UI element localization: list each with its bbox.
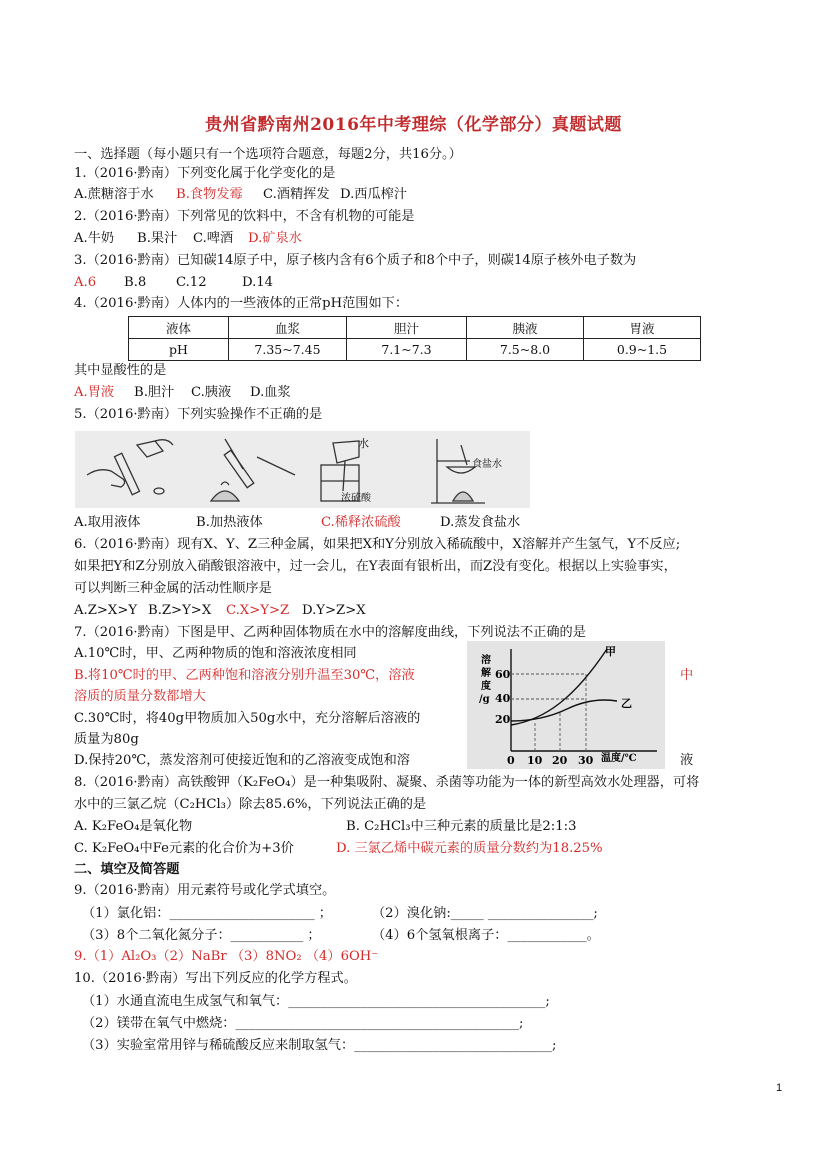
q4-option-b: B.胆汁 <box>134 385 175 400</box>
x-axis-label: 温度/℃ <box>601 753 637 764</box>
label-salt-water: 食盐水 <box>472 459 502 470</box>
q10-part-2: （2）镁带在氧气中燃烧：___________________________________________; <box>82 1016 524 1031</box>
q4-option-d: D.血浆 <box>250 385 291 400</box>
ph-table <box>128 316 701 361</box>
q6-option-d: D.Y>Z>X <box>302 603 366 618</box>
q5-option-b: B.加热液体 <box>196 515 263 530</box>
label-concentrated-acid: 浓硫酸 <box>341 493 371 504</box>
x-tick-label: 20 <box>552 754 568 767</box>
q7-option-d: D.保持20℃，蒸发溶剂可使接近饱和的乙溶液变成饱和溶 <box>74 753 410 768</box>
table-header-cell: 液体 <box>129 317 229 339</box>
q8-option-c: C. K₂FeO₄中Fe元素的化合价为+3价 <box>74 841 294 856</box>
q4-after: 其中显酸性的是 <box>74 363 167 378</box>
q2-option-a: A.牛奶 <box>74 231 115 246</box>
lab-operations-figure <box>75 431 530 508</box>
q9-answer: 9.（1）Al₂O₃（2）NaBr （3）8NO₂ （4）6OH⁻ <box>74 949 379 964</box>
y-axis-label: /g <box>479 694 490 705</box>
table-cell: pH <box>129 339 229 361</box>
q7-option-b-tail: 中 <box>680 668 694 683</box>
series-label-jia: 甲 <box>605 645 616 658</box>
q7-stem: 7.（2016·黔南）下图是甲、乙两种固体物质在水中的溶解度曲线，下列说法不正确的是 <box>74 625 586 640</box>
y-tick-label: 40 <box>495 692 511 705</box>
q10-part-1: （1）水通直流电生成氢气和氧气：_______________________________________; <box>82 994 550 1009</box>
q8-option-d: D. 三氯乙烯中碳元素的质量分数约为18.25% <box>336 841 603 856</box>
q7-option-c-line-1: C.30℃时，将40g甲物质加入50g水中，充分溶解后溶液的 <box>74 711 421 726</box>
x-tick-label: 30 <box>578 754 594 767</box>
page-number: 1 <box>776 1082 783 1094</box>
figure-background <box>467 641 665 769</box>
table-cell: 7.5~8.0 <box>467 339 584 361</box>
q8-option-a: A. K₂FeO₄是氧化物 <box>74 819 193 834</box>
q3-option-c: C.12 <box>176 275 207 290</box>
q3-option-d: D.14 <box>242 275 274 290</box>
page-title: 贵州省黔南州2016年中考理综（化学部分）真题试题 <box>205 115 622 135</box>
table-row <box>129 339 701 361</box>
q7-option-a: A.10℃时，甲、乙两种物质的饱和溶液浓度相同 <box>74 646 357 661</box>
q5-option-c: C.稀释浓硫酸 <box>321 515 401 530</box>
table-header-cell: 胰液 <box>467 317 584 339</box>
table-header-cell: 胆汁 <box>347 317 467 339</box>
q5-option-a: A.取用液体 <box>74 515 141 530</box>
x-tick-label: 10 <box>527 754 543 767</box>
q9-part-2: （2）溴化钠:_____ ________________; <box>372 906 598 921</box>
q7-option-c-line-2: 质量为80g <box>74 732 139 747</box>
q2-option-b: B.果汁 <box>137 231 178 246</box>
table-header-cell: 血浆 <box>229 317 347 339</box>
series-label-yi: 乙 <box>621 697 632 710</box>
q7-option-b-line-2: 溶质的质量分数都增大 <box>74 689 206 704</box>
table-cell: 7.35~7.45 <box>229 339 347 361</box>
q6-option-c: C.X>Y>Z <box>226 603 290 618</box>
table-header-cell: 胃液 <box>584 317 701 339</box>
y-axis-label: 解 <box>481 668 491 679</box>
x-tick-label: 0 <box>507 754 515 767</box>
q6-option-a: A.Z>X>Y <box>74 603 138 618</box>
q9-stem: 9.（2016·黔南）用元素符号或化学式填空。 <box>74 883 336 898</box>
q2-option-c: C.啤酒 <box>193 231 234 246</box>
q7-option-b-line-1: B.将10℃时的甲、乙两种饱和溶液分别升温至30℃，溶液 <box>74 668 415 683</box>
q8-option-b: B. C₂HCl₃中三种元素的质量比是2:1:3 <box>346 819 577 834</box>
section-fill-in: 二、填空及简答题 <box>74 862 180 877</box>
y-axis-label: 溶 <box>481 655 491 666</box>
y-axis-label: 度 <box>481 681 491 692</box>
table-cell: 0.9~1.5 <box>584 339 701 361</box>
q8-line-1: 8.（2016·黔南）高铁酸钾（K₂FeO₄）是一种集吸附、凝聚、杀菌等功能为一体的新型高效水处理器，可将 <box>74 775 700 790</box>
q3-option-b: B.8 <box>124 275 147 290</box>
q6-line-2: 如果把Y和Z分别放入硝酸银溶液中，过一会儿，在Y表面有银析出，而Z没有变化。根据以上实验事实， <box>74 559 677 574</box>
q10-part-3: （3）实验室常用锌与稀硫酸反应来制取氢气：______________________________; <box>82 1038 557 1053</box>
q1-option-d: D.西瓜榨汁 <box>340 187 408 202</box>
q4-option-a: A.胃液 <box>74 385 115 400</box>
q4-stem: 4.（2016·黔南）人体内的一些液体的正常pH范围如下： <box>74 296 409 311</box>
q1-option-a: A.蔗糖溶于水 <box>74 187 154 202</box>
q9-part-4: （4）6个氢氧根离子：____________。 <box>372 928 600 943</box>
q6-option-b: B.Z>Y>X <box>148 603 212 618</box>
q1-option-c: C.酒精挥发 <box>263 187 330 202</box>
q9-part-1: （1）氯化铝：______________________ ； <box>82 906 332 921</box>
y-tick-label: 20 <box>495 713 511 726</box>
q3-option-a: A.6 <box>74 275 97 290</box>
y-tick-label: 60 <box>495 668 511 681</box>
q6-line-1: 6.（2016·黔南）现有X、Y、Z三种金属，如果把X和Y分别放入稀硫酸中，X溶解并产生氢气，Y不反应; <box>74 537 681 552</box>
label-water: 水 <box>358 437 369 450</box>
q5-stem: 5.（2016·黔南）下列实验操作不正确的是 <box>74 407 323 422</box>
solubility-curve-figure <box>467 641 665 769</box>
q1-option-b: B.食物发霉 <box>176 187 243 202</box>
q9-part-3: （3）8个二氧化氮分子：___________ ； <box>82 928 321 943</box>
q3-stem: 3.（2016·黔南）已知碳14原子中，原子核内含有6个质子和8个中子，则碳14原子核外电子数为 <box>74 253 637 268</box>
q2-stem: 2.（2016·黔南）下列常见的饮料中，不含有机物的可能是 <box>74 209 415 224</box>
q5-option-d: D.蒸发食盐水 <box>440 515 521 530</box>
q7-option-d-tail: 液 <box>680 753 694 768</box>
table-cell: 7.1~7.3 <box>347 339 467 361</box>
q4-option-c: C.胰液 <box>191 385 232 400</box>
q10-stem: 10.（2016·黔南）写出下列反应的化学方程式。 <box>74 971 357 986</box>
table-row <box>129 317 701 339</box>
q8-line-2: 水中的三氯乙烷（C₂HCl₃）除去85.6%，下列说法正确的是 <box>74 797 427 812</box>
q2-option-d: D.矿泉水 <box>248 231 302 246</box>
q6-line-3: 可以判断三种金属的活动性顺序是 <box>74 581 272 596</box>
section-choice: 一、选择题（每小题只有一个选项符合题意，每题2分，共16分。） <box>74 147 462 162</box>
q1-stem: 1.（2016·黔南）下列变化属于化学变化的是 <box>74 166 336 181</box>
